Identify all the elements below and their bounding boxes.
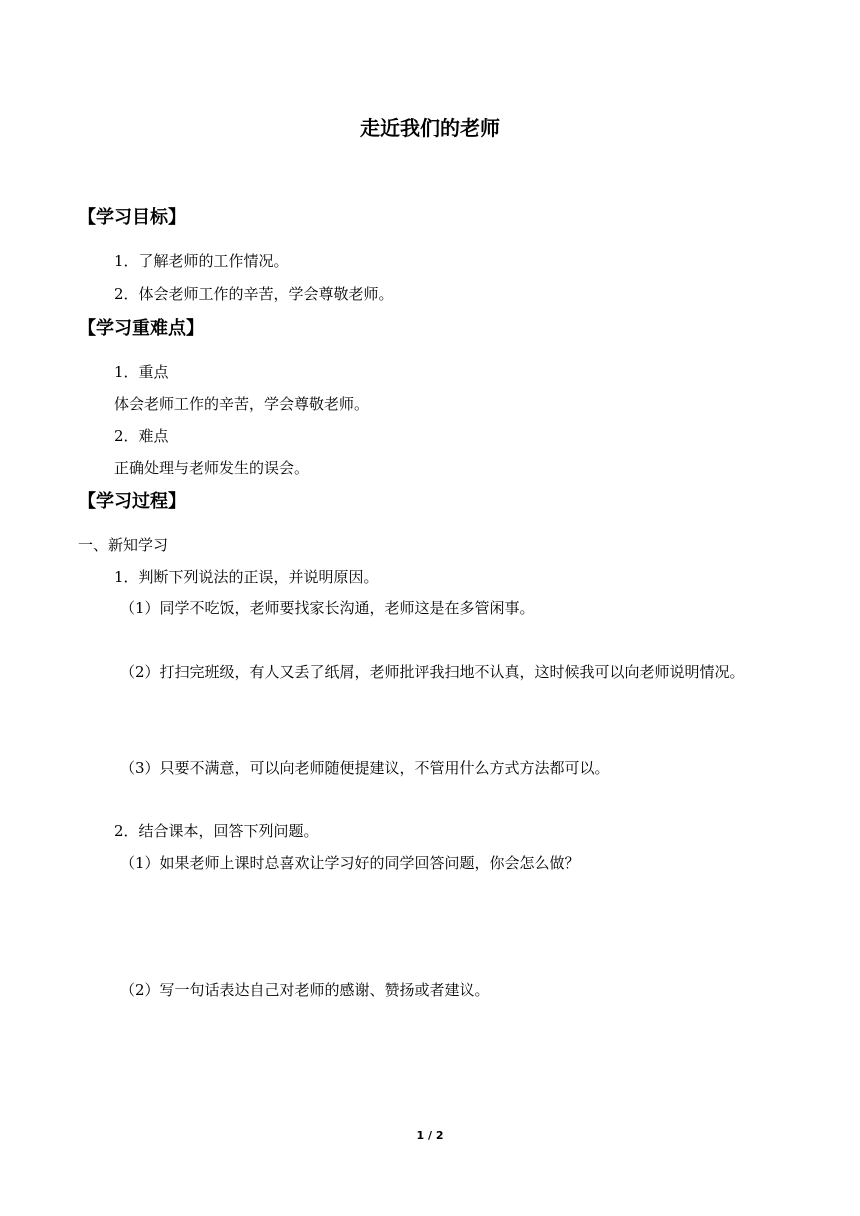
key-point-label: 1．重点 <box>114 363 169 381</box>
document-title: 走近我们的老师 <box>360 116 500 140</box>
question-2-item: （2）写一句话表达自己对老师的感谢、赞扬或者建议。 <box>120 981 490 999</box>
page-number: 1 / 2 <box>416 1129 444 1142</box>
question-1-item: （2）打扫完班级，有人又丢了纸屑，老师批评我扫地不认真，这时候我可以向老师说明情况。 <box>120 663 745 681</box>
process-heading: 【学习过程】 <box>78 491 186 512</box>
question-1-item: （3）只要不满意，可以向老师随便提建议，不管用什么方式方法都可以。 <box>120 759 610 777</box>
part-title: 一、新知学习 <box>78 536 169 554</box>
objective-item: 1．了解老师的工作情况。 <box>114 252 289 270</box>
difficulty-label: 2．难点 <box>114 427 169 445</box>
key-point-text: 体会老师工作的辛苦，学会尊敬老师。 <box>114 395 370 413</box>
objective-item: 2．体会老师工作的辛苦，学会尊敬老师。 <box>114 285 394 303</box>
question-1-prompt: 1．判断下列说法的正误，并说明原因。 <box>114 568 379 586</box>
objectives-heading: 【学习目标】 <box>78 207 186 228</box>
difficulty-text: 正确处理与老师发生的误会。 <box>114 459 310 477</box>
question-2-item: （1）如果老师上课时总喜欢让学习好的同学回答问题，你会怎么做？ <box>120 854 580 872</box>
question-1-item: （1）同学不吃饭，老师要找家长沟通，老师这是在多管闲事。 <box>120 599 535 617</box>
key-points-heading: 【学习重难点】 <box>78 318 204 339</box>
question-2-prompt: 2．结合课本，回答下列问题。 <box>114 822 319 840</box>
